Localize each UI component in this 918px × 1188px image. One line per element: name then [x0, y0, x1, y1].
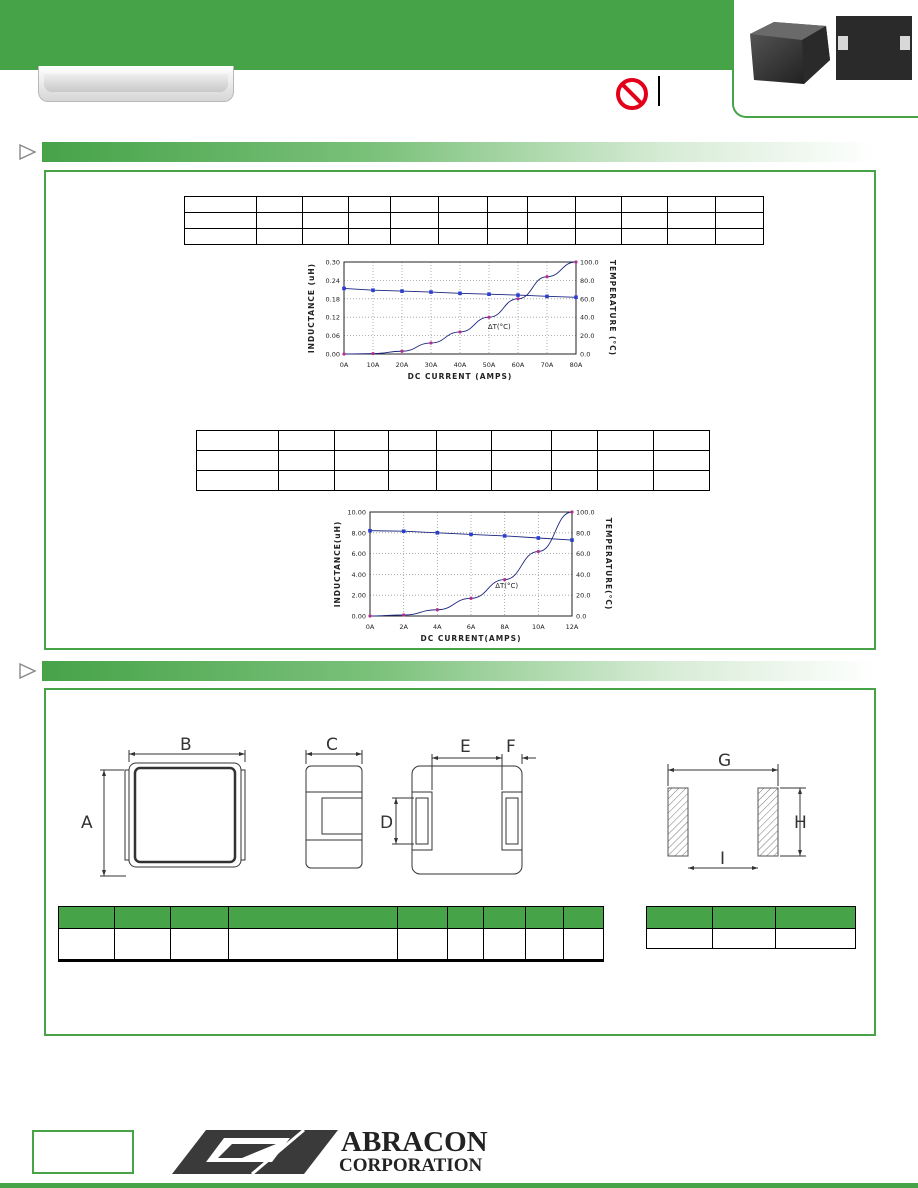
y-tick-label: 0.24: [325, 276, 340, 285]
table-row: [647, 929, 856, 949]
y-axis-label: INDUCTANCE(uH): [333, 520, 342, 608]
section-bar-dimensions: [42, 661, 876, 681]
x-tick-label: 0A: [339, 361, 349, 369]
dim-label-g: G: [718, 751, 732, 771]
title-tab-inner: [44, 74, 228, 92]
x-tick-label: 60A: [511, 361, 525, 369]
y2-axis-label: TEMPERATURE (°C): [608, 259, 617, 357]
data-point-temperature: [516, 297, 519, 300]
data-point-inductance: [400, 289, 404, 293]
dim-label-c: C: [326, 735, 338, 755]
x-tick-label: 8A: [500, 623, 509, 631]
section-bar-performance: [42, 142, 876, 162]
y2-tick-label: 80.0: [580, 276, 595, 285]
y2-tick-label: 100.0: [576, 508, 595, 517]
data-point-inductance: [503, 534, 507, 538]
x-tick-label: 10A: [531, 623, 545, 631]
x-tick-label: 4A: [433, 623, 442, 631]
data-point-temperature: [574, 260, 577, 263]
data-point-inductance: [368, 529, 372, 533]
data-point-temperature: [402, 613, 405, 616]
data-point-inductance: [458, 291, 462, 295]
x-tick-label: 2A: [399, 623, 408, 631]
dim-label-b: B: [180, 735, 192, 755]
annotation-label: ΔT(°C): [495, 581, 519, 590]
footer-rule: [0, 1183, 918, 1188]
dim-label-d: D: [380, 813, 394, 833]
dim-label-a: A: [81, 813, 93, 833]
data-point-inductance: [516, 293, 520, 297]
y2-tick-label: 0.0: [576, 612, 587, 621]
dim-label-e: E: [460, 737, 471, 757]
table-row: [59, 907, 604, 929]
y-tick-label: 0.06: [325, 332, 340, 341]
table-row: [185, 197, 764, 213]
data-point-temperature: [503, 578, 506, 581]
data-point-temperature: [371, 352, 374, 355]
table-row: [185, 229, 764, 245]
table-row: [647, 907, 856, 929]
dim-label-i: I: [720, 849, 726, 869]
chart-inductance-temperature-2: [310, 504, 613, 646]
land-pattern-drawing: [650, 746, 830, 876]
x-tick-label: 10A: [366, 361, 380, 369]
y2-tick-label: 20.0: [576, 591, 591, 600]
data-point-inductance: [469, 533, 473, 537]
data-point-inductance: [570, 538, 574, 542]
header-banner: [0, 0, 734, 70]
rohs-divider: [658, 76, 660, 106]
arrow-right-outline-icon: [18, 143, 38, 166]
table-row: [59, 929, 604, 961]
y2-tick-label: 20.0: [580, 332, 595, 341]
y2-tick-label: 60.0: [576, 550, 591, 559]
chart-inductance-temperature-1: [296, 252, 616, 386]
table-row: [197, 431, 710, 451]
y-tick-label: 0.12: [325, 313, 340, 322]
product-photo: [734, 0, 918, 116]
dimension-table: [58, 906, 604, 962]
x-tick-label: 70A: [540, 361, 554, 369]
outline-drawing: [80, 730, 550, 890]
x-tick-label: 80A: [569, 361, 583, 369]
y-tick-label: 10.00: [347, 508, 366, 517]
land-pattern-table: [646, 906, 856, 949]
x-tick-label: 30A: [424, 361, 438, 369]
spec-table-1: [184, 196, 764, 245]
data-point-inductance: [487, 292, 491, 296]
table-row: [185, 213, 764, 229]
data-point-temperature: [570, 510, 573, 513]
company-name: ABRACON: [341, 1126, 488, 1158]
data-point-temperature: [458, 330, 461, 333]
data-point-inductance: [537, 536, 541, 540]
abracon-logo-mark: [172, 1128, 342, 1176]
data-point-temperature: [469, 597, 472, 600]
annotation-label: ΔT(°C): [487, 323, 511, 332]
y-tick-label: 8.00: [351, 529, 366, 538]
y-tick-label: 2.00: [351, 591, 366, 600]
footer-page-box: [32, 1130, 134, 1174]
y2-tick-label: 80.0: [576, 529, 591, 538]
x-axis-label: DC CURRENT (AMPS): [407, 372, 513, 381]
x-tick-label: 50A: [482, 361, 496, 369]
table-row: [197, 471, 710, 491]
y-tick-label: 0.30: [325, 258, 340, 267]
x-tick-label: 0A: [365, 623, 375, 631]
data-point-temperature: [429, 341, 432, 344]
no-symbol-icon: [614, 76, 650, 117]
y2-tick-label: 0.0: [580, 350, 591, 359]
x-tick-label: 40A: [453, 361, 467, 369]
y2-tick-label: 60.0: [580, 295, 595, 304]
x-axis-label: DC CURRENT(AMPS): [420, 634, 522, 643]
data-point-temperature: [487, 316, 490, 319]
data-point-inductance: [402, 529, 406, 533]
table-row: [197, 451, 710, 471]
spec-table-2: [196, 430, 710, 491]
data-point-inductance: [545, 295, 549, 299]
data-point-inductance: [436, 531, 440, 535]
dim-label-f: F: [506, 737, 516, 757]
x-tick-label: 20A: [395, 361, 409, 369]
y2-tick-label: 40.0: [580, 313, 595, 322]
y-axis-label: INDUCTANCE (uH): [307, 262, 316, 354]
data-point-temperature: [436, 608, 439, 611]
dim-label-h: H: [794, 813, 807, 833]
data-point-temperature: [537, 550, 540, 553]
data-point-inductance: [574, 295, 578, 299]
data-point-inductance: [342, 287, 346, 291]
y2-tick-label: 100.0: [580, 258, 599, 267]
y-tick-label: 0.00: [351, 612, 366, 621]
data-point-temperature: [368, 614, 371, 617]
y-tick-label: 4.00: [351, 570, 366, 579]
y-tick-label: 0.18: [325, 295, 340, 304]
y-tick-label: 6.00: [351, 550, 366, 559]
data-point-temperature: [342, 352, 345, 355]
y-tick-label: 0.00: [325, 350, 340, 359]
y2-axis-label: TEMPERATURE(°C): [604, 517, 613, 611]
data-point-temperature: [400, 350, 403, 353]
x-tick-label: 6A: [466, 623, 476, 631]
data-point-inductance: [371, 288, 375, 292]
data-point-inductance: [429, 290, 433, 294]
company-subtitle: CORPORATION: [339, 1155, 483, 1176]
product-photo-frame: [732, 0, 918, 118]
data-point-temperature: [545, 275, 548, 278]
x-tick-label: 12A: [565, 623, 579, 631]
arrow-right-outline-icon: [18, 662, 38, 685]
y2-tick-label: 40.0: [576, 570, 591, 579]
